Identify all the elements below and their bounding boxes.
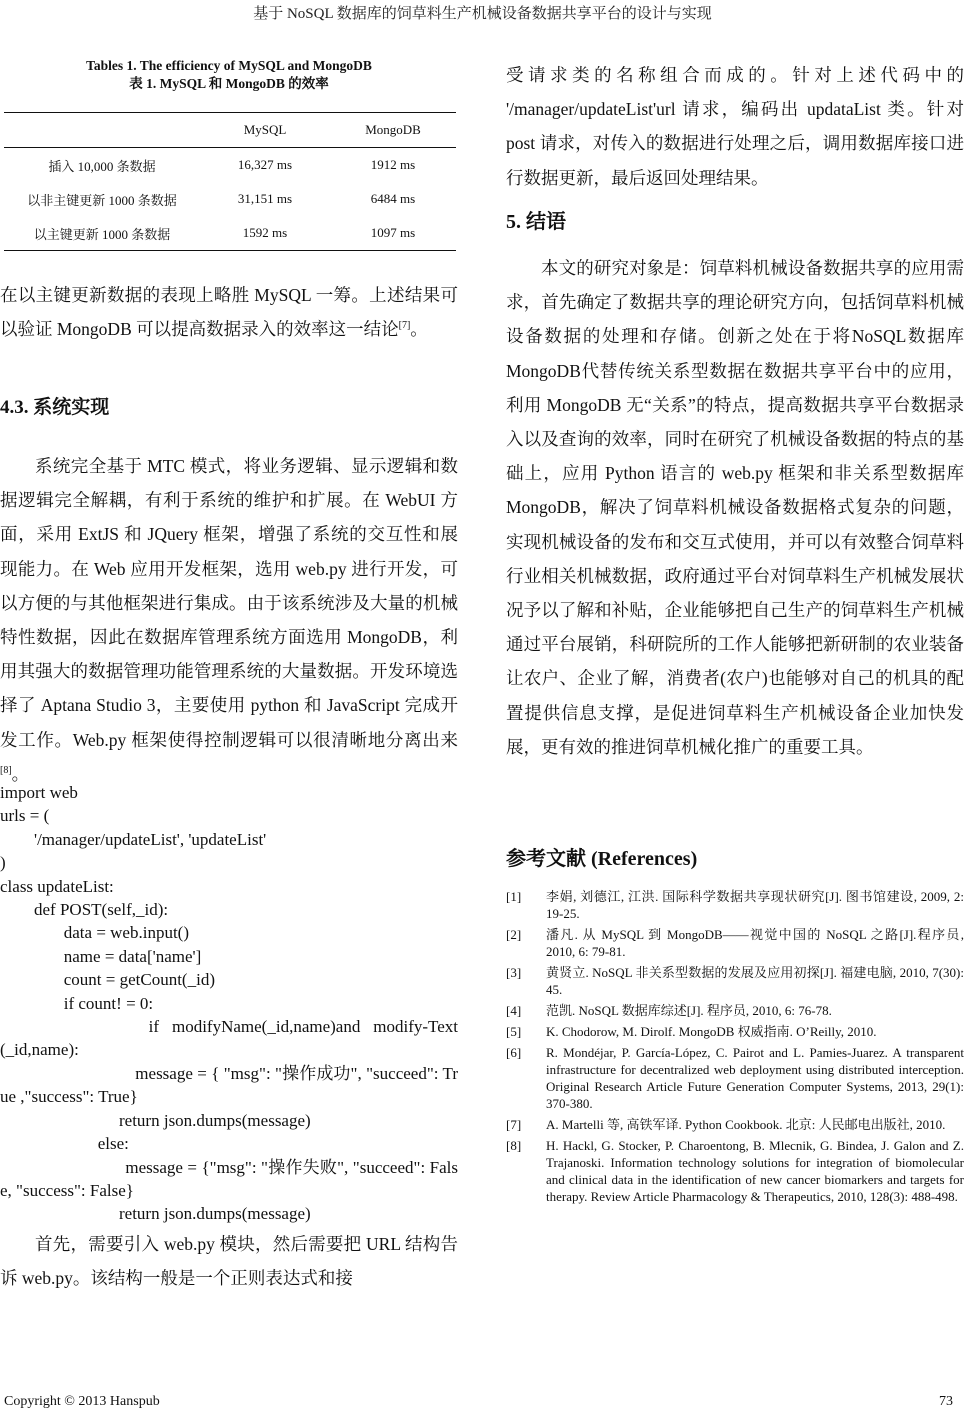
- code-line: message = {"msg": "操作失败", "succeed": False, "success": False}: [0, 1157, 459, 1200]
- table-row: [4, 148, 456, 183]
- section-heading-5: 5. 结语: [506, 211, 566, 233]
- citation-ref[interactable]: [8]: [0, 764, 12, 776]
- code-line: class updateList:: [0, 876, 114, 896]
- reference-item: [506, 1023, 964, 1040]
- code-line: ): [0, 853, 6, 873]
- running-head: 基于 NoSQL 数据库的饲草料生产机械设备数据共享平台的设计与实现: [253, 6, 712, 22]
- table-header-cell: MongoDB: [365, 122, 421, 137]
- code-line: message = { "msg": "操作成功", "succeed": True ,"success": True}: [0, 1063, 459, 1107]
- table-cell: 1912 ms: [370, 157, 416, 172]
- reference-item: [506, 1002, 964, 1019]
- table-cell: 1097 ms: [370, 225, 416, 240]
- paragraph-continued: 受请求类的名称组合而成的。针对上述代码中的 '/manager/updateList'url 请求，编码出 updataList 类。针对 post 请求，对传入的数据进行处理之后，调用数据库接口进行数据更新，最后返回处理结果。: [506, 65, 964, 188]
- code-line: return json.dumps(message): [0, 1204, 311, 1224]
- paragraph-first: 首先，需要引入 web.py 模块，然后需要把 URL 结构告诉 web.py。该结构一般是一个正则表达式和接: [0, 1234, 458, 1289]
- reference-number: [8]: [506, 1138, 522, 1153]
- table-cell: 6484 ms: [370, 191, 416, 206]
- reference-number: [3]: [506, 965, 522, 980]
- page-number: 73: [939, 1394, 953, 1409]
- table-cell: 以主键更新 1000 条数据: [33, 226, 171, 242]
- table-caption: [0, 57, 458, 93]
- paragraph-end: 。: [410, 319, 428, 340]
- table-caption-en: Tables 1. The efficiency of MySQL and MongoDB: [86, 58, 372, 73]
- paragraph-after-table: [0, 278, 458, 346]
- code-line: def POST(self,_id):: [0, 900, 169, 920]
- reference-item: [506, 1044, 964, 1112]
- code-line: data = web.input(): [0, 923, 189, 943]
- table-header-cell: MySQL: [243, 122, 287, 137]
- reference-number: [6]: [506, 1045, 522, 1060]
- table-header-row: [4, 113, 456, 148]
- code-line: urls = (: [0, 806, 50, 826]
- reference-text: K. Chodorow, M. Dirolf. MongoDB 权威指南. O’Reilly, 2010.: [546, 1024, 877, 1039]
- reference-text: 李娟, 刘德江, 江洪. 国际科学数据共享现状研究[J]. 图书馆建设, 2009, 2: 19-25.: [546, 889, 964, 921]
- reference-text: 黄贤立. NoSQL 非关系型数据的发展及应用初探[J]. 福建电脑, 2010, 7(30): 45.: [546, 965, 964, 997]
- reference-text: A. Martelli 等, 高铁军译. Python Cookbook. 北京: 人民邮电出版社, 2010.: [546, 1117, 946, 1132]
- code-line: if count! = 0:: [0, 993, 154, 1013]
- paragraph-end: 。: [11, 763, 30, 784]
- reference-number: [4]: [506, 1003, 522, 1018]
- section-heading-4-3: 4.3. 系统实现: [0, 397, 110, 418]
- reference-number: [1]: [506, 889, 522, 904]
- table-row: [4, 182, 456, 216]
- code-line: return json.dumps(message): [0, 1110, 311, 1130]
- code-line: '/manager/updateList', 'updateList': [0, 829, 267, 849]
- table-row: [4, 216, 456, 251]
- reference-text: R. Mondéjar, P. García-López, C. Pairot and L. Pamies-Juarez. A transparent infrastructure for decentralized web deployment using distributed interception. Original Research Article Future Generation Computer Systems, 2013, 29(1): 370-380.: [546, 1045, 964, 1111]
- citation-ref[interactable]: [7]: [398, 320, 411, 332]
- paragraph-text: 在以主键更新数据的表现上略胜 MySQL 一筹。上述结果可以验证 MongoDB 可以提高数据录入的效率这一结论: [0, 285, 458, 340]
- references-list: [506, 888, 964, 1209]
- reference-text: 潘凡. 从 MySQL 到 MongoDB——视觉中国的 NoSQL 之路[J].程序员, 2010, 6: 79-81.: [546, 927, 964, 959]
- reference-item: [506, 964, 964, 998]
- paragraph-system-implementation: [0, 449, 458, 791]
- reference-item: [506, 888, 964, 922]
- code-listing: [0, 781, 463, 1226]
- table-cell: 以非主键更新 1000 条数据: [27, 192, 177, 208]
- efficiency-table: [4, 112, 456, 251]
- code-line: count = getCount(_id): [0, 970, 215, 990]
- table-cell: 16,327 ms: [237, 157, 293, 172]
- table-header-cell: [4, 113, 200, 148]
- reference-item: [506, 926, 964, 960]
- table-cell: 31,151 ms: [237, 191, 293, 206]
- reference-item: [506, 1116, 964, 1133]
- footer-copyright: Copyright © 2013 Hanspub: [4, 1394, 160, 1409]
- reference-item: [506, 1137, 964, 1205]
- code-line: else:: [0, 1134, 129, 1154]
- code-line: import web: [0, 783, 78, 802]
- reference-text: H. Hackl, G. Stocker, P. Charoentong, B. Mlecnik, G. Bindea, J. Galon and Z. Trajanoski. Information technology solutions for integration of biomolecular and clinical data in the identification of new cancer biomarkers and targets for therapy. Review Article Pharmacology & Therapeutics, 2010, 128(3): 488-498.: [546, 1138, 964, 1204]
- reference-number: [5]: [506, 1024, 522, 1039]
- reference-number: [7]: [506, 1117, 522, 1132]
- table-caption-zh: 表 1. MySQL 和 MongoDB 的效率: [129, 76, 329, 91]
- paragraph-conclusion: 本文的研究对象是：饲草料机械设备数据共享的应用需求，首先确定了数据共享的理论研究方向，包括饲草料机械设备数据的处理和存储。创新之处在于将NoSQL数据库MongoDB代替传统关系型数据在数据共享平台中的应用，利用 MongoDB 无“关系”的特点，提高数据共享平台数据录入以及查询的效率，同时在研究了机械设备数据的特点的基础上，应用 Python 语言的 web.py 框架和非关系型数据库 MongoDB，解决了饲草料机械设备数据格式复杂的问题，实现机械设备的发布和交互式使用，并可以有效整合饲草料行业相关机械数据，政府通过平台对饲草料生产机械发展状况予以了解和补贴，企业能够把自己生产的饲草料生产机械通过平台展销，科研院所的工作人能够把新研制的农业装备让农户、企业了解，消费者(农户)也能够对自己的机具的配置提供信息支撑，是促进饲草料生产机械设备企业加快发展，更有效的推进饲草机械化推广的重要工具。: [506, 258, 964, 757]
- paragraph-text: 系统完全基于 MTC 模式，将业务逻辑、显示逻辑和数据逻辑完全解耦，有利于系统的维护和扩展。在 WebUI 方面，采用 ExtJS 和 JQuery 框架，增强了系统的交互性和展现能力。在 Web 应用开发框架，选用 web.py 进行开发，可以方便的与其他框架进行集成。由于该系统涉及大量的机械特性数据，因此在数据库管理系统方面选用 MongoDB，利用其强大的数据管理功能管理系统的大量数据。开发环境选择了 Aptana Studio 3，主要使用 python 和 JavaScript 完成开发工作。Web.py 框架使得控制逻辑可以很清晰地分离出来: [0, 456, 458, 750]
- table-cell: 插入 10,000 条数据: [48, 158, 156, 174]
- code-line: if modifyName(_id,name)and modify-Text (_id,name):: [0, 1017, 463, 1060]
- reference-text: 范凯. NoSQL 数据库综述[J]. 程序员, 2010, 6: 76-78.: [546, 1003, 832, 1018]
- reference-number: [2]: [506, 927, 522, 942]
- code-line: name = data['name']: [0, 946, 202, 966]
- table-cell: 1592 ms: [242, 225, 288, 240]
- references-heading: 参考文献 (References): [506, 848, 698, 870]
